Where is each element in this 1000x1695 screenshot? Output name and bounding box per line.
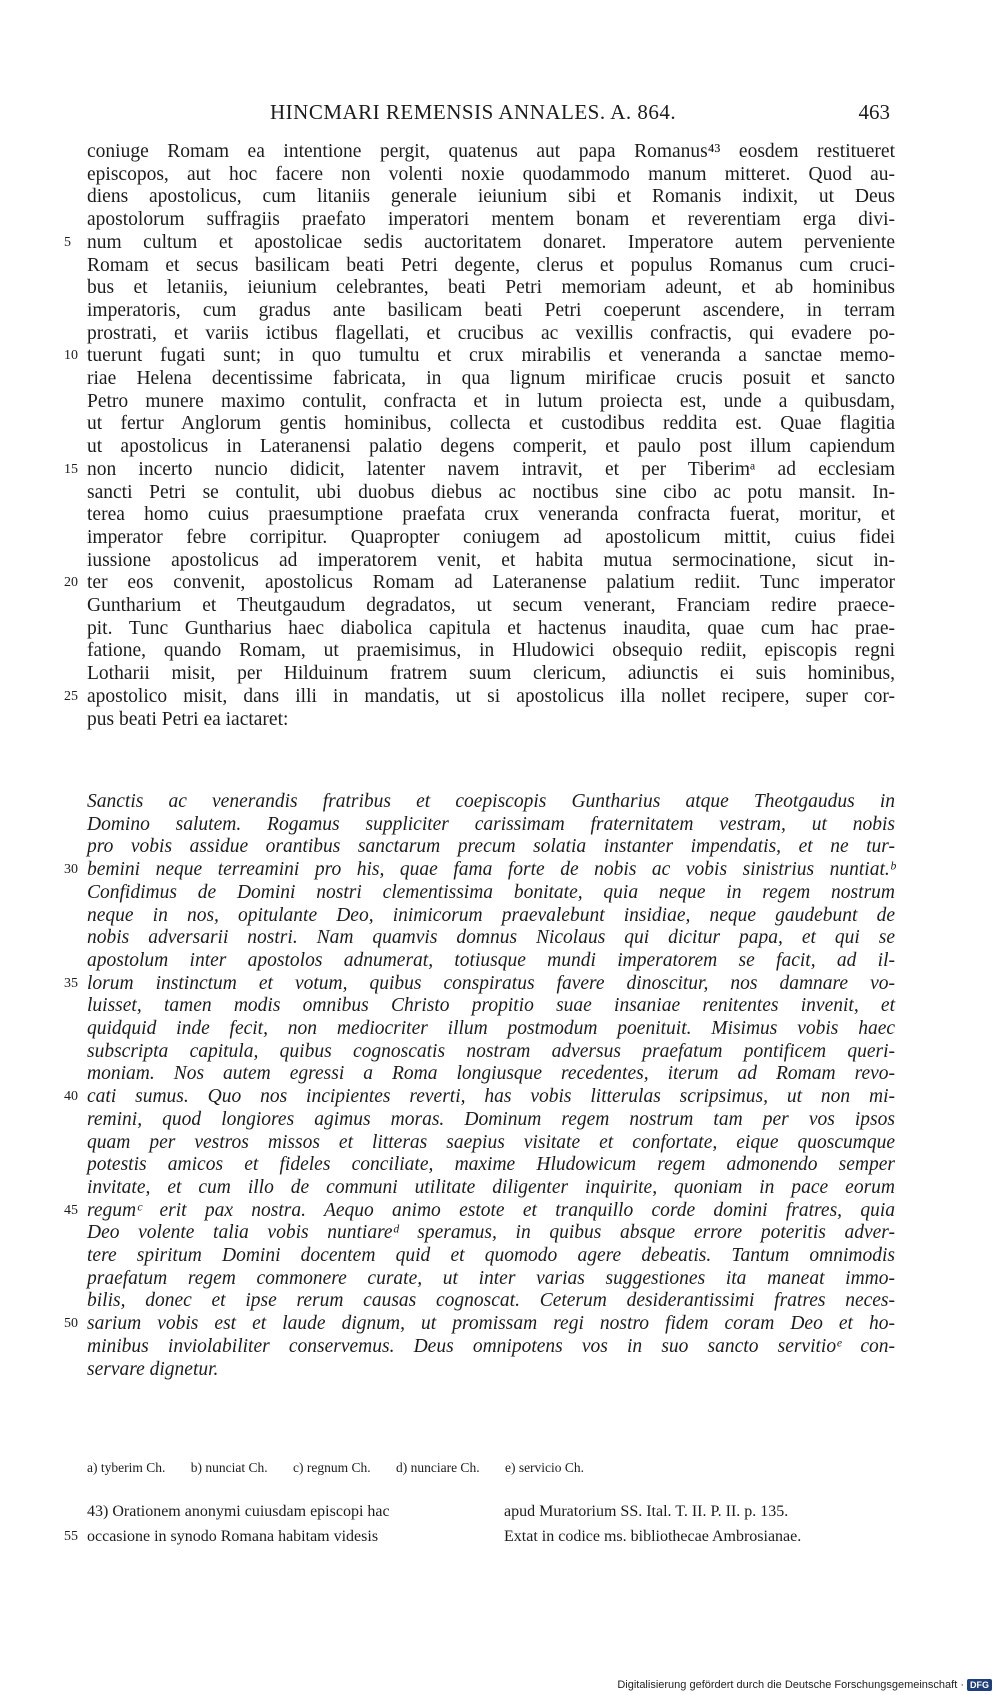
body-line: iussione apostolicus ad imperatorem venit, et habita mutua sermocinatione, sicut in- [87, 549, 895, 571]
letter-line: quidquid inde fecit, non mediocriter illum postmodum poenituit. Misimus vobis haec [87, 1018, 895, 1039]
note-b: b) nunciat Ch. [190, 1460, 268, 1475]
letter-line: potestis amicos et fideles conciliate, maxime Hludowicum regem admonendo semper [87, 1154, 895, 1176]
line-number: 30 [64, 862, 78, 878]
body-line: non incerto nuncio didicit, latenter navem intravit, et per Tiberimᵃ ad ecclesiam [87, 458, 895, 480]
line-number: 45 [64, 1202, 78, 1218]
letter-line: remini, quod longiores agimus moras. Dominum regem nostrum tam per vos ipsos [87, 1108, 895, 1130]
footnote-right-line-1: apud Muratorium SS. Ital. T. II. P. II. p. 135. [504, 1503, 789, 1520]
body-line: ut apostolicus in Lateranensi palatio degens comperit, et paulo post illum capiendum [87, 436, 895, 458]
note-e: e) servicio Ch. [504, 1460, 585, 1475]
letter-line: regumᶜ erit pax nostra. Aequo animo estote et tranquillo corde domini fratres, quia [87, 1199, 895, 1221]
textual-notes [87, 1460, 895, 1476]
body-line: Guntharium et Theutgaudum degradatos, ut secum venerant, Franciam redire praece- [87, 595, 895, 616]
dfg-logo: DFG [967, 1679, 992, 1691]
letter-line: bilis, donec et ipse rerum causas cognoscat. Ceterum desiderantissimi fratres neces- [87, 1290, 895, 1312]
body-line: pit. Tunc Guntharius haec diabolica capitula et hactenus inaudita, quae cum hac prae- [87, 617, 895, 639]
letter-line: bemini neque terreamini pro his, quae fama forte de nobis ac vobis sinistrius nuntiat.ᵇ [87, 859, 895, 881]
line-number: 35 [64, 975, 78, 991]
body-line: terea homo cuius praesumptione praefata crux veneranda confracta fuerat, moritur, et [87, 504, 895, 526]
body-line: Lotharii misit, per Hilduinum fratrem suum clericum, adiunctis ei suis hominibus, [87, 663, 895, 685]
letter-line: pro vobis assidue orantibus sanctarum precum solatia instanter impendatis, et ne tur- [87, 836, 895, 858]
letter-line: Deo volente talia vobis nuntiareᵈ speramus, in quibus absque errore poteritis adver- [87, 1222, 895, 1244]
letter-line: quam per vestros missos et litteras saepius visitate et confortate, eique quoscumque [87, 1131, 895, 1153]
letter-line: cati sumus. Quo nos incipientes reverti, has vobis litterulas scripsimus, ut non mi- [87, 1086, 895, 1108]
line-number: 40 [64, 1089, 78, 1105]
body-line: bus et letaniis, ieiunium celebrantes, beati Petri memoriam adeunt, et ab hominibus [87, 277, 895, 299]
body-line: num cultum et apostolicae sedis auctoritatem donaret. Imperatore autem perveniente [87, 231, 895, 253]
line-number: 20 [64, 575, 78, 591]
body-line: Petro munere maximo contulit, confracta et in lutum proiecta est, unde a quibusdam, [87, 390, 895, 412]
footnote-left-line-1: 43) Orationem anonymi cuiusdam episcopi hac [87, 1503, 390, 1520]
note-c: c) regnum Ch. [292, 1460, 371, 1475]
letter-line: neque in nos, opitulante Deo, inimicorum praevalebunt insidiae, neque gaudebunt de [87, 904, 895, 926]
note-d: d) nunciare Ch. [395, 1460, 480, 1475]
line-number: 10 [64, 348, 78, 364]
body-line: sancti Petri se contulit, ubi duobus diebus ac noctibus sine cibo ac potu mansit. In- [87, 481, 895, 503]
letter-line: invitate, et cum illo de communi utilitate diligenter inquirite, quoniam in pace eorum [87, 1176, 895, 1198]
body-line: riae Helena decentissime fabricata, in qua lignum mirificae crucis posuit et sancto [87, 368, 895, 389]
body-line: apostolico misit, dans illi in mandatis, ut si apostolicus illa nollet recipere, super cor- [87, 685, 895, 707]
line-number: 25 [64, 688, 78, 704]
letter-line: apostolum inter apostolos adnumerat, totiusque mundi imperatorem se facit, ad il- [87, 949, 895, 971]
note-a: a) tyberim Ch. [87, 1460, 166, 1475]
body-line: coniuge Romam ea intentione pergit, quatenus aut papa Romanus⁴³ eosdem restitueret [87, 141, 895, 162]
letter-line: moniam. Nos autem egressi a Roma longiusque recedentes, iterum ad Romam revo- [87, 1063, 895, 1085]
body-line: Romam et secus basilicam beati Petri degente, clerus et populus Romanus cum cruci- [87, 254, 895, 276]
page-header [0, 100, 1000, 128]
footnote-left-line-2: occasione in synodo Romana habitam videsis [87, 1528, 379, 1545]
body-line: imperatoris, cum gradus ante basilicam beati Petri coeperunt ascendere, in terram [87, 299, 895, 321]
letter-line: sarium vobis est et laude dignum, ut promissam regi nostro fidem coram Deo et ho- [87, 1313, 895, 1335]
letter-line: Confidimus de Domini nostri clementissima bonitate, quia neque in regem nostrum [87, 881, 895, 903]
body-line: diens apostolicus, cum litaniis generale ieiunium sibi et Romanis indixit, ut Deus [87, 186, 895, 208]
letter-line: Domino salutem. Rogamus suppliciter carissimam fraternitatem vestram, ut nobis [87, 813, 895, 835]
letter-line: tere spiritum Domini docentem quid et quomodo agere debeatis. Tantum omnimodis [87, 1245, 895, 1266]
digitization-credit [617, 1679, 992, 1691]
credit-text: Digitalisierung gefördert durch die Deutsche Forschungsgemeinschaft · [617, 1679, 964, 1691]
body-line: ter eos convenit, apostolicus Romam ad Lateranense palatium rediit. Tunc imperator [87, 572, 895, 594]
line-number: 55 [64, 1529, 78, 1544]
body-line: ut fertur Anglorum gentis hominibus, collecta et custodibus reddita est. Quae flagitia [87, 413, 895, 435]
line-number: 5 [64, 234, 71, 250]
line-number: 50 [64, 1316, 78, 1332]
body-line: episcopos, aut hoc facere non volenti noxie quodammodo manum mitteret. Quod au- [87, 163, 895, 185]
page-number: 463 [858, 100, 890, 124]
letter-line: minibus inviolabiliter conservemus. Deus omnipotens vos in suo sancto servitioᵉ con- [87, 1335, 895, 1357]
letter-line: Sanctis ac venerandis fratribus et coepiscopis Guntharius atque Theotgaudus in [87, 791, 895, 812]
body-line: imperator febre corripitur. Quapropter coniugem ad apostolicum mittit, cuius fidei [87, 526, 895, 548]
letter-line: lorum instinctum et votum, quibus conspiratus favere dinoscitur, nos damnare vo- [87, 972, 895, 994]
body-line: apostolorum suffragiis praefato imperatori mentem bonam et reverentiam erga divi- [87, 209, 895, 231]
body-line: fatione, quando Romam, ut praemisimus, in Hludowici obsequio rediit, episcopis regni [87, 640, 895, 662]
footnote-right-line-2: Extat in codice ms. bibliothecae Ambrosianae. [504, 1528, 802, 1545]
letter-line: servare dignetur. [87, 1358, 219, 1380]
body-line: tuerunt fugati sunt; in quo tumultu et crux mirabilis et veneranda a sanctae memo- [87, 345, 895, 367]
line-number: 15 [64, 461, 78, 477]
letter-line: luisset, tamen modis omnibus Christo propitio suae insaniae renitentes invenit, et [87, 995, 895, 1017]
letter-line: nobis adversarii nostri. Nam quamvis domnus Nicolaus qui dicitur papa, et qui se [87, 927, 895, 949]
running-title: HINCMARI REMENSIS ANNALES. A. 864. [270, 100, 677, 124]
body-line: pus beati Petri ea iactaret: [87, 708, 289, 730]
letter-line: praefatum regem commonere curate, ut inter varias suggestiones ita maneat immo- [87, 1267, 895, 1289]
letter-line: subscripta capitula, quibus cognoscatis nostram adversus praefatum pontificem queri- [87, 1040, 895, 1062]
body-line: prostrati, et variis ictibus flagellati, et crucibus ac vexillis confractis, qui evadere po- [87, 322, 895, 344]
